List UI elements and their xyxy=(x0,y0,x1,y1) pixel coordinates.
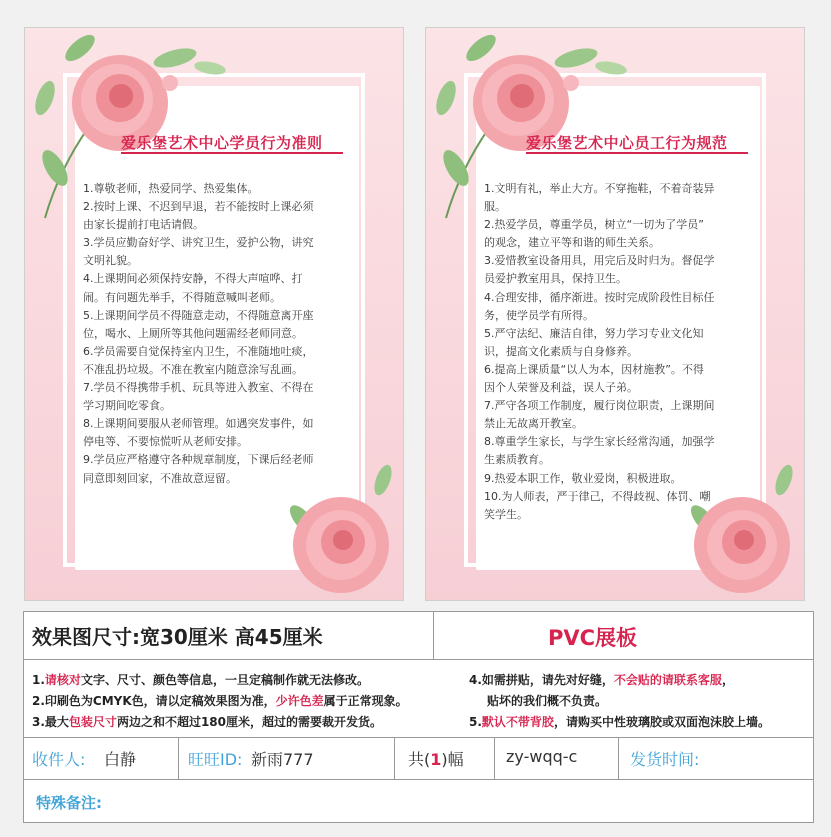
left-poster xyxy=(24,27,404,601)
rule-line: 员爱护教室用具，保持卫生。 xyxy=(484,272,627,286)
rule-line: 服。 xyxy=(484,200,506,214)
rule-line: 6.学员需要自觉保持室内卫生，不准随地吐痰， xyxy=(83,344,314,358)
cell-divider xyxy=(178,738,179,779)
cell-divider xyxy=(618,738,619,779)
rule-line: 7.严守各项工作制度，履行岗位职责，上课期间 xyxy=(484,399,715,413)
recipient-label: 收件人: xyxy=(32,750,86,769)
cell-divider xyxy=(494,738,495,779)
shipping-row xyxy=(24,737,813,780)
title-underline xyxy=(121,152,343,154)
right-poster xyxy=(425,27,805,601)
rule-line: 3.爱惜教室设备用具，用完后及时归为。督促学 xyxy=(484,254,715,268)
order-info-table xyxy=(23,611,814,823)
special-notes-label: 特殊备注: xyxy=(36,794,102,812)
poster-title: 爱乐堡艺术中心学员行为准则 xyxy=(121,134,323,152)
recipient-value: 白静 xyxy=(104,750,137,769)
rule-line: 文明礼貌。 xyxy=(83,254,138,268)
rules-list xyxy=(83,180,349,488)
rule-line: 位，喝水、上厕所等其他问题需经老师同意。 xyxy=(83,326,303,340)
rule-line: 2.热爱学员，尊重学员，树立“一切为了学员” xyxy=(484,218,704,232)
rule-line: 禁止无故离开教室。 xyxy=(484,417,583,431)
ship-time-label: 发货时间: xyxy=(630,750,700,769)
size-label: 效果图尺寸:宽30厘米 高45厘米 xyxy=(32,625,323,649)
material-label: PVC展板 xyxy=(548,626,638,650)
rule-line: 停电等、不要惊慌听从老师安排。 xyxy=(83,435,248,449)
rule-line: 4.合理安排，循序渐进。按时完成阶段性目标任 xyxy=(484,290,715,304)
poster-title: 爱乐堡艺术中心员工行为规范 xyxy=(526,134,728,152)
rule-line: 不准乱扔垃圾。不准在教室内随意涂写乱画。 xyxy=(83,362,303,376)
rule-line: 学习期间吃零食。 xyxy=(83,399,171,413)
rule-line: 5.上课期间学员不得随意走动，不得随意离开座 xyxy=(83,308,314,322)
rule-line: 5.严守法纪、廉洁自律，努力学习专业文化知 xyxy=(484,326,704,340)
title-underline xyxy=(526,152,748,154)
rule-line: 8.上课期间要服从老师管理。如遇突发事件，如 xyxy=(83,417,314,431)
cell-divider xyxy=(433,612,434,659)
rule-line: 3.学员应勤奋好学、讲究卫生，爱护公物，讲究 xyxy=(83,236,314,250)
rule-line: 4.上课期间必须保持安静，不得大声喧哗、打 xyxy=(83,272,303,286)
notes-left: 1.请核对文字、尺寸、颜色等信息，一旦定稿制作就无法修改。 2.印刷色为CMYK色，请以定稿效果图为准，少许色差属于正常现象。 3.最大包装尺寸两边之和不超过180厘米，超过的需要裁开发货。 xyxy=(32,673,408,729)
wangwang-value: 新雨777 xyxy=(251,750,314,769)
rule-line: 识，提高文化素质与自身修养。 xyxy=(484,344,638,358)
rule-line: 2.按时上课、不迟到早退，若不能按时上课必须 xyxy=(83,200,314,214)
cell-divider xyxy=(394,738,395,779)
panel-count: 共(1)幅 xyxy=(408,750,464,769)
rules-list xyxy=(484,180,750,524)
rule-line: 生素质教育。 xyxy=(484,453,550,467)
rule-line: 因个人荣誉及利益，误人子弟。 xyxy=(484,381,638,395)
rule-line: 1.尊敬老师，热爱同学、热爱集体。 xyxy=(83,182,259,195)
rule-line: 10.为人师表，严于律己，不得歧视、体罚、嘲 xyxy=(484,489,711,503)
rule-line: 同意即刻回家，不准故意逗留。 xyxy=(83,471,237,485)
rule-line: 的观念，建立平等和谐的师生关系。 xyxy=(484,236,660,250)
product-code: zy-wqq-c xyxy=(506,747,578,766)
rule-line: 闹。有问题先举手，不得随意喊叫老师。 xyxy=(83,290,281,304)
rule-line: 7.学员不得携带手机、玩具等进入教室、不得在 xyxy=(83,381,314,395)
notes-right: 4.如需拼贴，请先对好缝，不会贴的请联系客服， 贴坏的我们概不负责。 5.默认不带背胶，请购买中性玻璃胶或双面泡沫胶上墙。 xyxy=(469,673,770,729)
rule-line: 6.提高上课质量“以人为本，因材施教”。不得 xyxy=(484,362,704,376)
rule-line: 务，使学员学有所得。 xyxy=(484,308,594,322)
wangwang-label: 旺旺ID: xyxy=(188,750,243,769)
rule-line: 由家长提前打电话请假。 xyxy=(83,218,204,232)
rule-line: 9.学员应严格遵守各种规章制度，下课后经老师 xyxy=(83,453,314,467)
size-row xyxy=(24,612,813,660)
rule-line: 笑学生。 xyxy=(484,507,528,521)
rule-line: 1.文明有礼，举止大方。不穿拖鞋，不着奇装异 xyxy=(484,182,715,195)
rule-line: 9.热爱本职工作，敬业爱岗，积极进取。 xyxy=(484,471,682,485)
rule-line: 8.尊重学生家长，与学生家长经常沟通，加强学 xyxy=(484,435,715,449)
